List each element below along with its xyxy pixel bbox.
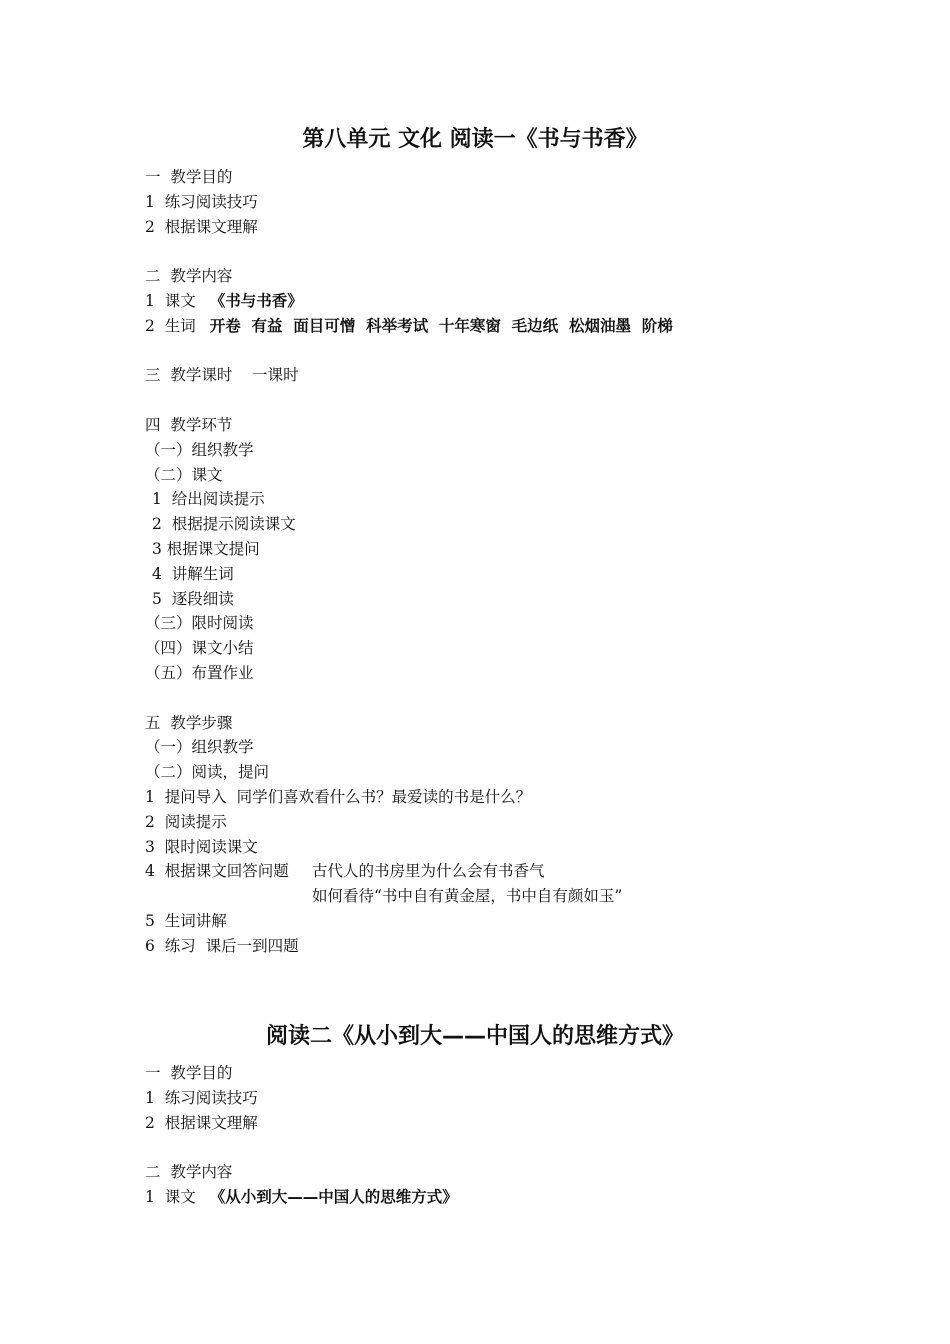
hours-heading: 三 教学课时 一课时: [145, 366, 299, 385]
objective-item: 2 根据课文理解: [145, 1113, 258, 1132]
step-item: （二）阅读，提问: [145, 763, 270, 782]
content-heading: 二 教学内容: [145, 1163, 233, 1182]
text-title: 《书与书香》: [209, 291, 303, 310]
stage-item: 5 逐段细读: [152, 589, 234, 608]
objectives-heading: 一 教学目的: [145, 1064, 233, 1082]
text-line: [145, 1185, 865, 1210]
objective-item: 1 练习阅读技巧: [145, 192, 258, 211]
step4-questions: [312, 859, 622, 909]
objective-item: 2 根据课文理解: [145, 217, 258, 236]
vocab-list: 开卷 有益 面目可憎 科举考试 十年寒窗 毛边纸 松烟油墨 阶梯: [209, 316, 673, 335]
content-heading: 二 教学内容: [145, 267, 233, 286]
stage-item: （三）限时阅读: [145, 614, 254, 633]
question-item: 如何看待“书中自有黄金屋，书中自有颜如玉”: [312, 887, 623, 906]
lesson1-body: [145, 165, 865, 959]
stages-list: [145, 438, 865, 686]
lesson1-title: 第八单元 文化 阅读一《书与书香》: [302, 127, 648, 152]
stage-item: （四）课文小结: [145, 639, 254, 658]
step-item: 5 生词讲解: [145, 911, 227, 930]
stage-item: （一）组织教学: [145, 440, 254, 459]
question-item: 古代人的书房里为什么会有书香气: [312, 862, 545, 881]
step-4: [145, 859, 865, 909]
steps-heading: 五 教学步骤: [145, 713, 233, 732]
stage-item: 3 根据课文提问: [152, 539, 260, 558]
step-item: 6 练习 课后一到四题: [145, 936, 299, 955]
step-item: 1 提问导入 同学们喜欢看什么书？最爱读的书是什么？: [145, 787, 532, 806]
objectives-heading: 一 教学目的: [145, 168, 233, 186]
step-item: 2 阅读提示: [145, 812, 227, 831]
vocab-line: [145, 314, 865, 339]
step-item: 3 限时阅读课文: [145, 837, 258, 856]
stage-item: （二）课文: [145, 465, 223, 484]
lesson2-body: [145, 1061, 865, 1210]
step-item: （一）组织教学: [145, 738, 254, 757]
text-line: [145, 289, 865, 314]
text-title: 《从小到大——中国人的思维方式》: [209, 1187, 458, 1206]
lesson2-title: 阅读二《从小到大——中国人的思维方式》: [265, 1024, 684, 1049]
stage-item: （五）布置作业: [145, 663, 254, 682]
vocab-label: 2 生词: [145, 316, 196, 335]
text-label: 1 课文: [145, 291, 196, 310]
stage-item: 1 给出阅读提示: [152, 490, 265, 509]
text-label: 1 课文: [145, 1187, 196, 1206]
objective-item: 1 练习阅读技巧: [145, 1088, 258, 1107]
stage-item: 4 讲解生词: [152, 564, 234, 583]
step4-label: 4 根据课文回答问题: [145, 862, 289, 881]
stages-heading: 四 教学环节: [145, 415, 233, 434]
stage-item: 2 根据提示阅读课文: [152, 515, 296, 534]
